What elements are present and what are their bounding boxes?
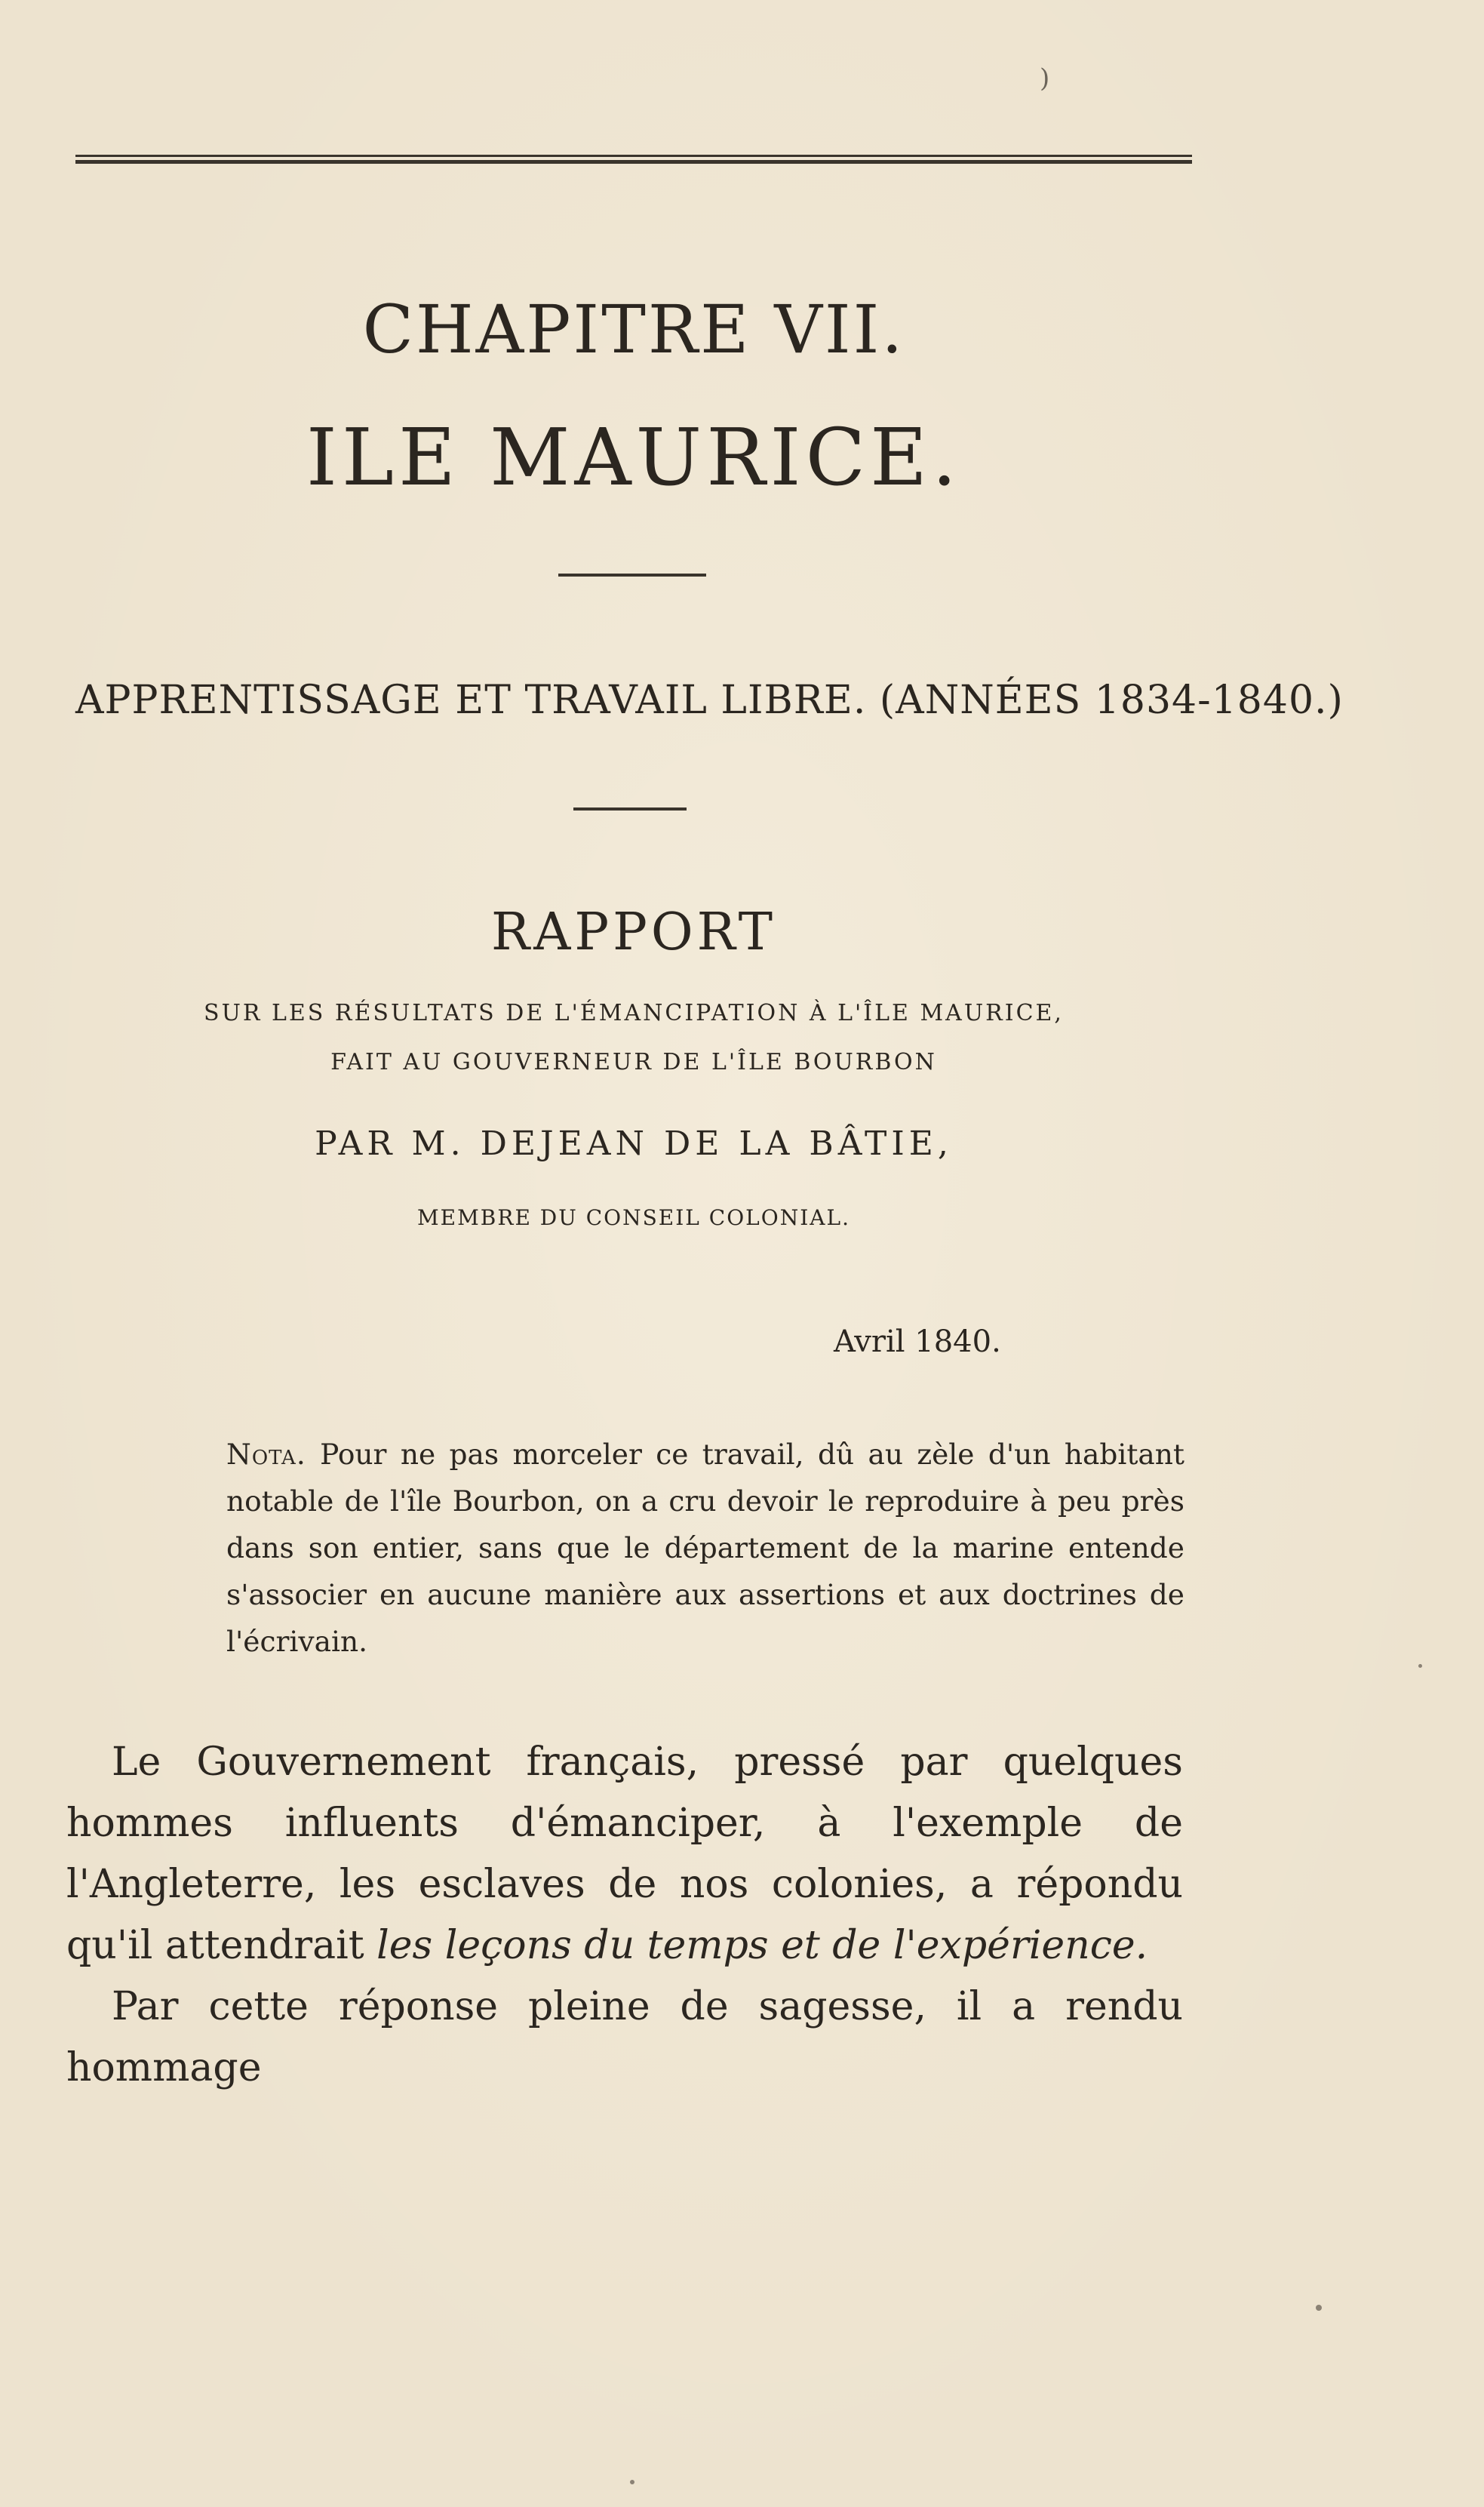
place-heading: ILE MAURICE. [306,411,962,503]
section-subtitle: APPRENTISSAGE ET TRAVAIL LIBRE. (ANNÉES 1834-1840.) [75,678,1344,723]
note-label: Nota. [226,1438,306,1471]
subtitle-divider-rule [573,807,687,811]
paragraph-text: Le Gouvernement français, pressé par quelques hommes influents d'émanciper, à l'exemple de l'Angleterre, les esclaves de nos colonies, a répondu qu'il attendrait [66,1740,1183,1968]
paragraph [66,1732,1183,1976]
heading-divider-rule [558,574,706,577]
report-subject-line: SUR LES RÉSULTATS DE L'ÉMANCIPATION À L'ÎLE MAURICE, [204,1000,1064,1026]
report-title: RAPPORT [491,903,776,962]
header-double-rule [75,155,1192,164]
note-text: Pour ne pas morceler ce travail, dû au zèle d'un habitant notable de l'île Bourbon, on a cru devoir le reproduire à peu près dans son entier, sans que le département de la marine entende s'associer en aucune manière aux assertions et aux doctrines de l'écrivain. [226,1438,1184,1658]
paragraph [66,1976,1183,2099]
emphasis-text: les leçons du temps et de l'expérience. [376,1923,1148,1968]
report-date: Avril 1840. [834,1324,1001,1359]
report-recipient-line: FAIT AU GOUVERNEUR DE L'ÎLE BOURBON [330,1049,937,1075]
chapter-heading: CHAPITRE VII. [362,291,905,368]
report-author-role: MEMBRE DU CONSEIL COLONIAL. [417,1205,850,1230]
marginal-mark: ) [1040,63,1050,94]
paper-speck [1418,1664,1422,1668]
editorial-note [226,1431,1184,1665]
paper-speck [630,2480,634,2484]
report-author: PAR M. DEJEAN DE LA BÂTIE, [315,1124,953,1163]
paragraph-text: Par cette réponse pleine de sagesse, il a rendu hommage [66,1984,1183,2090]
paper-speck [1316,2305,1322,2311]
body-text [66,1732,1183,2099]
